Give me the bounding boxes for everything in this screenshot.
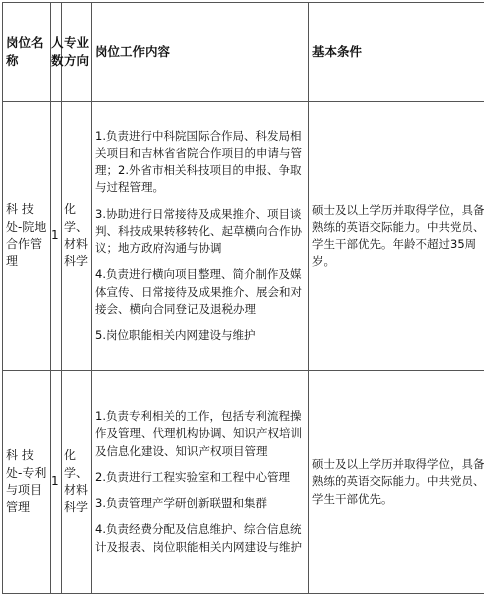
- duty-item: 3.负责管理产学研创新联盟和集群: [95, 495, 306, 512]
- count-cell: 1: [51, 371, 62, 594]
- duty-item: 1.负责专利相关的工作，包括专利流程操作及管理、代理机构协调、知识产权培训及信息化建设、知识产权项目管理: [95, 408, 306, 460]
- duties-cell: [92, 102, 309, 371]
- header-duties: 岗位工作内容: [92, 3, 309, 102]
- header-requirements: 基本条件: [309, 3, 484, 102]
- table-row: [3, 371, 484, 594]
- duty-item: 2.负责进行工程实验室和工程中心管理: [95, 469, 306, 486]
- duty-item: 5.岗位职能相关内网建设与维护: [95, 327, 306, 344]
- major-cell: 化学、材料科学: [62, 371, 92, 594]
- duty-item: 4.负责经费分配及信息维护、综合信息统计及报表、岗位职能相关内网建设与维护: [95, 521, 306, 556]
- table-row: [3, 102, 484, 371]
- header-major: 专业方向: [62, 3, 92, 102]
- count-cell: 1: [51, 102, 62, 371]
- duty-item: 3.协助进行日常接待及成果推介、项目谈判、科技成果转移转化、起草横向合作协议；地方政府沟通与协调: [95, 206, 306, 258]
- major-cell: 化学、材料科学: [62, 102, 92, 371]
- recruitment-table: [2, 2, 484, 594]
- duty-item: 4.负责进行横向项目整理、简介制作及媒体宣传、日常接待及成果推介、展会和对接会、横向合同登记及退税办理: [95, 266, 306, 318]
- header-row: [3, 3, 484, 102]
- requirements-cell: 硕士及以上学历并取得学位，具备熟练的英语交际能力。中共党员、学生干部优先。: [309, 371, 484, 594]
- header-count: 人数: [51, 3, 62, 102]
- duties-cell: [92, 371, 309, 594]
- duty-item: 1.负责进行中科院国际合作局、科发局相关项目和吉林省省院合作项目的申请与管理；2.外省市相关科技项目的申报、争取与过程管理。: [95, 128, 306, 197]
- position-cell: 科 技 处-专利与项目 管理: [3, 371, 51, 594]
- requirements-cell: 硕士及以上学历并取得学位，具备熟练的英语交际能力。中共党员、学生干部优先。年龄不超过35周岁。: [309, 102, 484, 371]
- header-position: 岗位名称: [3, 3, 51, 102]
- position-cell: 科 技 处-院地合作管理: [3, 102, 51, 371]
